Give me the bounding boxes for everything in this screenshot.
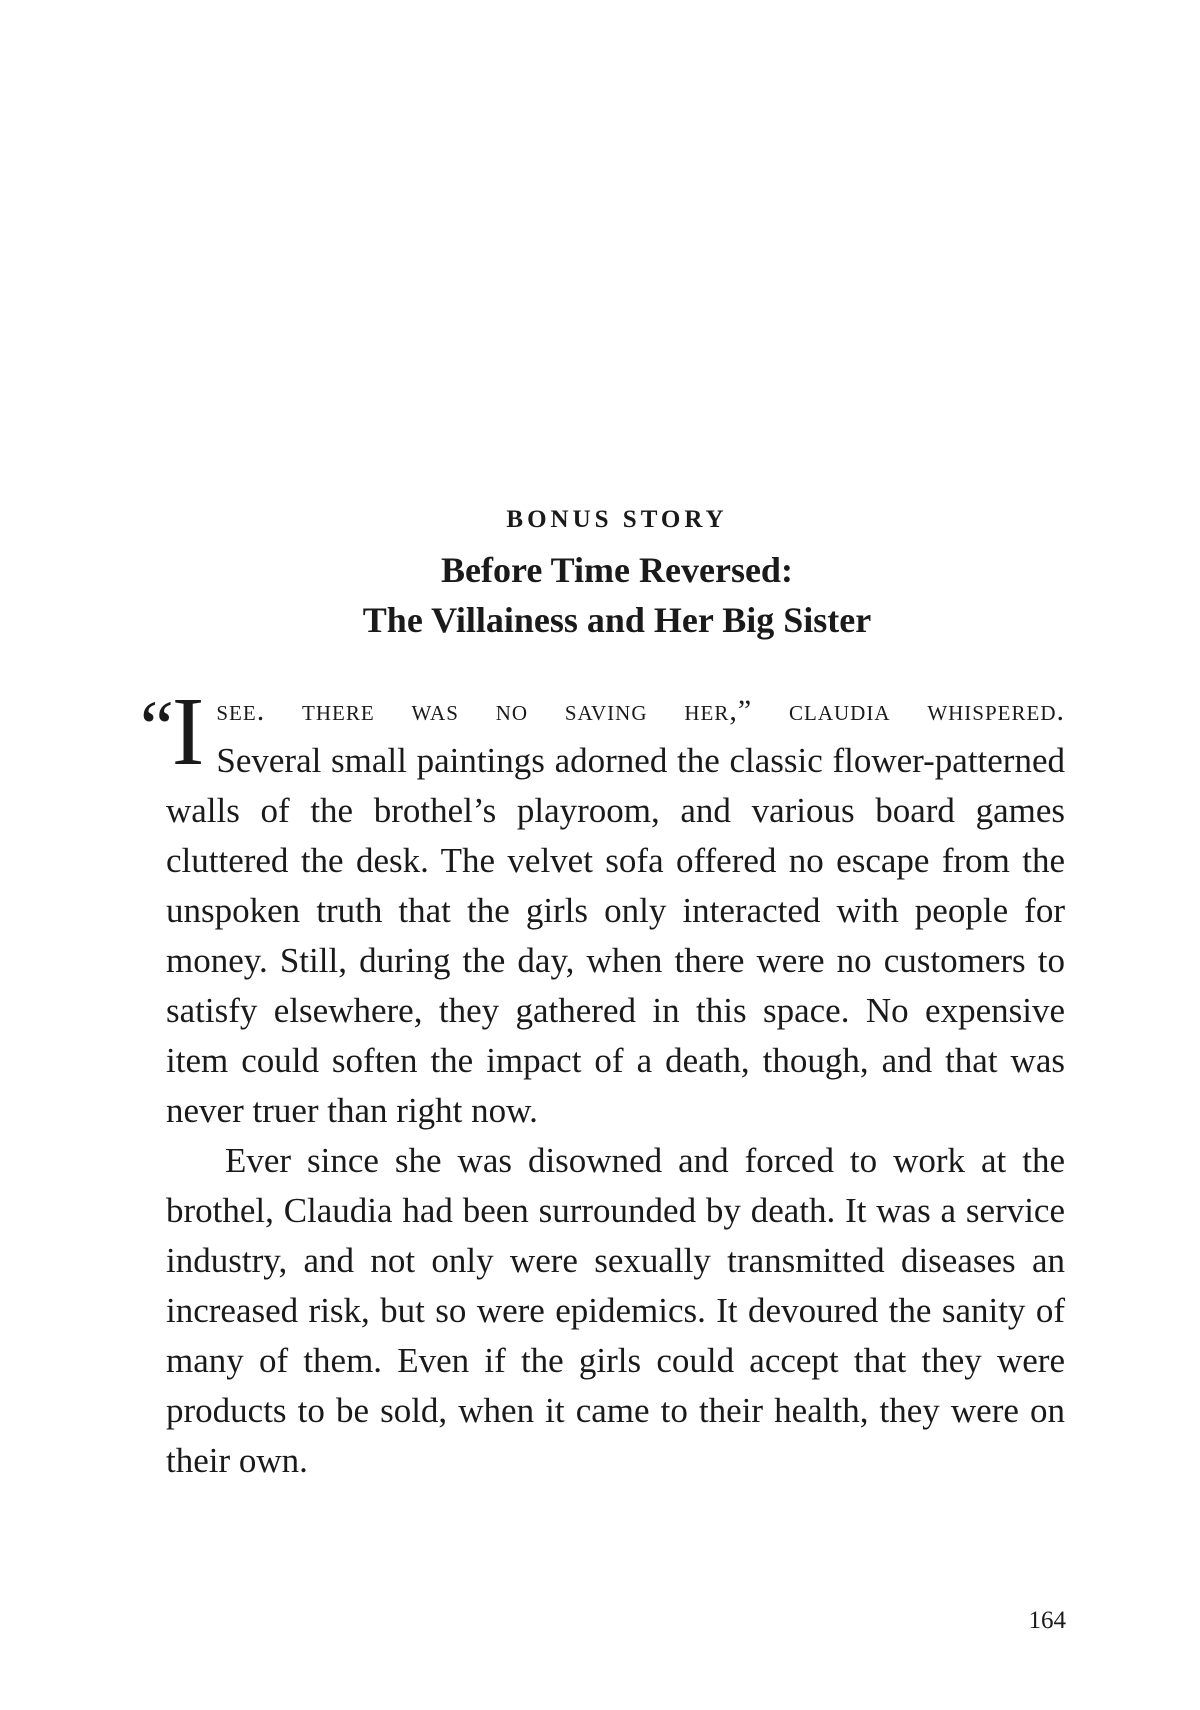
- paragraph-2: Ever since she was disowned and forced to work at the brothel, Claudia had been surrounded by death. It was a service industry, and not only were sexually transmitted diseases an increased risk, but so were epidemics. It devoured the sanity of many of them. Even if the girls could accept that they were products to be sold, when it came to their health, they were on their own.: [166, 1141, 1065, 1480]
- opening-paragraph: [140, 678, 1065, 1136]
- page-number: 164: [1028, 1607, 1066, 1634]
- chapter-header: [0, 505, 1200, 645]
- opening-small-caps-line: see. there was no saving her,” claudia whispered.: [216, 694, 1065, 727]
- chapter-title: [0, 545, 1200, 645]
- chapter-title-line-1: Before Time Reversed:: [441, 550, 793, 590]
- opening-quote-mark: “: [140, 686, 174, 770]
- section-kicker: BONUS STORY: [506, 506, 728, 533]
- body-text: [140, 678, 1065, 1486]
- drop-cap-letter: I: [171, 678, 205, 786]
- chapter-title-line-2: The Villainess and Her Big Sister: [362, 600, 872, 640]
- paragraph-1: Several small paintings adorned the classic flower-patterned walls of the brothel’s playroom, and various board games cluttered the desk. The velvet sofa offered no escape from the unspoken truth that the girls only interacted with people for money. Still, during the day, when there were no customers to satisfy elsewhere, they gathered in this space. No expensive item could soften the impact of a death, though, and that was never truer than right now.: [166, 741, 1065, 1130]
- drop-cap-group: [140, 678, 205, 786]
